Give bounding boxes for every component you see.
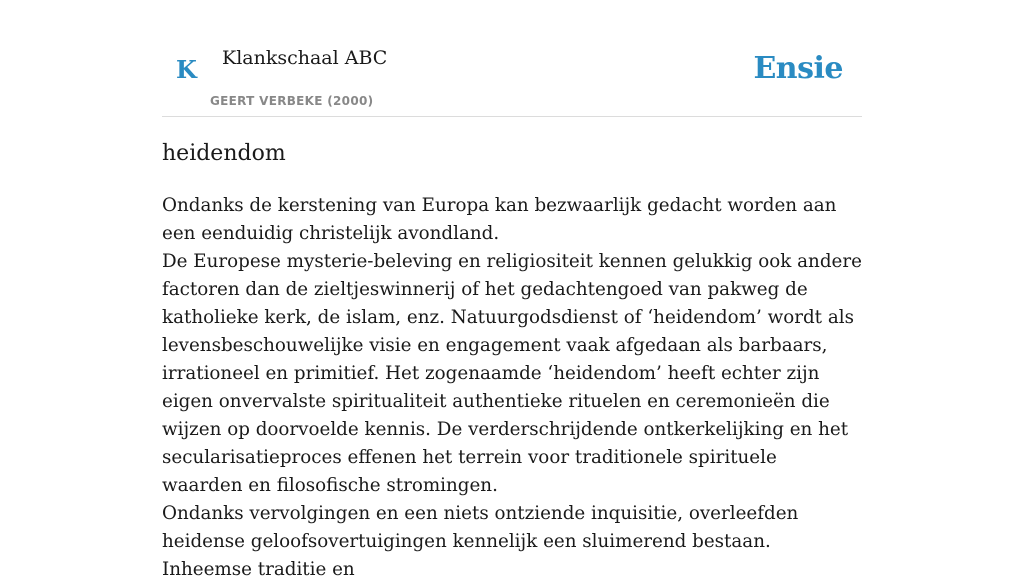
entry-body	[162, 192, 862, 584]
book-k-icon[interactable]: K	[176, 55, 197, 84]
entry-paragraph: De Europese mysterie-beleving en religiositeit kennen gelukkig ook andere factoren dan de zieltjeswinnerij of het gedachtengoed van pakweg de katholieke kerk, de islam, enz. Natuurgodsdienst of ‘heidendom’ wordt als levensbeschouwelijke visie en engagement vaak afgedaan als barbaars, irrationeel en primitief. Het zogenaamde ‘heidendom’ heeft echter zijn eigen onvervalste spiritualiteit authentieke rituelen en ceremonieën die wijzen op doorvoelde kennis. De verderschrijdende ontkerkelijking en het secularisatieproces effenen het terrein voor traditionele spirituele waarden en filosofische stromingen.	[162, 251, 862, 496]
entry-paragraph: Ondanks de kerstening van Europa kan bezwaarlijk gedacht worden aan een eenduidig christelijk avondland.	[162, 195, 837, 244]
book-title-link[interactable]: Klankschaal ABC	[222, 47, 388, 69]
book-author: GEERT VERBEKE (2000)	[210, 94, 374, 108]
book-header	[162, 0, 862, 117]
entry-paragraph: Ondanks vervolgingen en een niets ontziende inquisitie, overleefden heidense geloofsovertuigingen kennelijk een sluimerend bestaan. Inheemse traditie en	[162, 503, 799, 580]
entry-title: heidendom	[162, 141, 286, 166]
ensie-logo-link[interactable]: Ensie	[753, 51, 843, 86]
